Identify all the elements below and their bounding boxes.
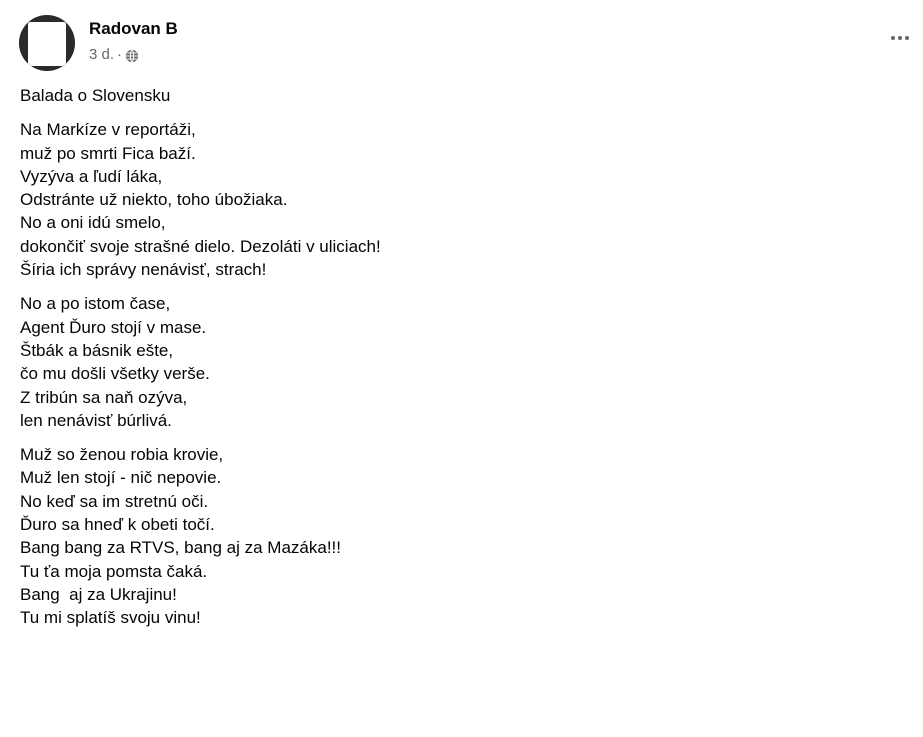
verse-line: Tu ťa moja pomsta čaká.: [20, 561, 208, 581]
verse-line: Vyzýva a ľudí láka,: [20, 166, 163, 186]
verse-line: Ďuro sa hneď k obeti točí.: [20, 515, 215, 535]
verse-line: Muž len stojí - nič nepovie.: [20, 468, 222, 488]
verse-line: len nenávisť búrlivá.: [20, 410, 172, 430]
verse-line: dokončiť svoje strašné dielo. Dezoláti v uliciach!: [20, 236, 381, 256]
verse-line: Bang bang za RTVS, bang aj za Mazáka!!!: [20, 538, 341, 558]
more-horizontal-icon: [891, 36, 895, 40]
post-title: Balada o Slovensku: [20, 86, 171, 105]
globe-icon[interactable]: [125, 49, 139, 63]
stanza-3: [20, 443, 900, 629]
post-text: [20, 84, 900, 641]
verse-line: Tu mi splatíš svoju vinu!: [20, 608, 201, 628]
more-options-button[interactable]: [884, 22, 916, 54]
verse-line: No a oni idú smelo,: [20, 213, 166, 233]
verse-line: Šíria ich správy nenávisť, strach!: [20, 260, 267, 280]
stanza-1: [20, 118, 900, 281]
verse-line: Na Markíze v reportáži,: [20, 120, 196, 140]
post-timestamp[interactable]: 3 d.: [89, 46, 115, 63]
verse-line: No a po istom čase,: [20, 294, 171, 314]
meta-separator: ·: [117, 46, 123, 63]
verse-line: Odstránte už niekto, toho úbožiaka.: [20, 190, 288, 210]
verse-line: Muž so ženou robia krovie,: [20, 445, 224, 465]
verse-line: Štbák a básnik ešte,: [20, 340, 174, 360]
verse-line: No keď sa im stretnú oči.: [20, 491, 209, 511]
verse-line: muž po smrti Fica baží.: [20, 143, 196, 163]
post-meta: [89, 46, 139, 64]
verse-line: Bang aj za Ukrajinu!: [20, 584, 177, 604]
stanza-2: [20, 292, 900, 432]
verse-line: Agent Ďuro stojí v mase.: [20, 317, 207, 337]
avatar[interactable]: [19, 15, 75, 71]
verse-line: Z tribún sa naň ozýva,: [20, 387, 188, 407]
author-name[interactable]: Radovan B: [89, 19, 178, 38]
verse-line: čo mu došli všetky verše.: [20, 364, 210, 384]
post-title-paragraph: [20, 84, 900, 107]
